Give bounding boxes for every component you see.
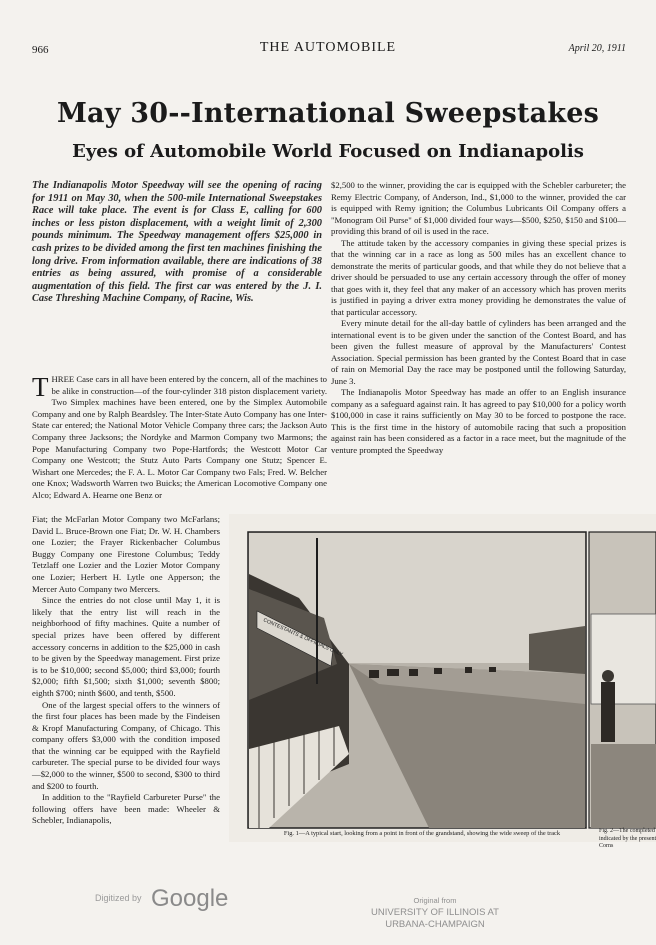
left-column-intro — [32, 374, 327, 502]
race-start-photo — [229, 514, 656, 842]
publication-name: THE AUTOMOBILE — [259, 40, 397, 55]
drop-cap: T — [32, 372, 49, 402]
figure-caption-2: Fig. 2—The completed indicated by the present Corns — [599, 828, 656, 849]
contestants-sign: CONTESTANTS & OFFICIALS ONLY — [262, 617, 344, 659]
photo-figure — [229, 514, 656, 854]
narrow-paragraph: In addition to the "Rayfield Carbureter Purse" the following offers have been made: Wheeler & Schebler, Indianapolis, — [32, 792, 220, 826]
lead-paragraph: The Indianapolis Motor Speedway will see the opening of racing for 1911 on May 30, when the 500-mile International Sweepstakes Race will take place. The event is for Class E, calling for 600 inches or less piston displacement, with a weight limit of 2,300 pounds minimum. The Speedway management offers $25,000 in cash prizes to be divided among the first ten machines finishing the long drive. From information available, there are indications of 38 entries as being assured, with promise of a considerable augmentation of this field. The first car was entered by the J. I. Case Threshing Machine Company, of Racine, Wis. — [32, 180, 322, 305]
intro-paragraph: HREE Case cars in all have been entered by the concern, all of the machines to be alike in construction—of the four-cylinder 318 piston displacement variety. Two Simplex machines have been entered, one by the Simplex Automobile Company and one by Ralph Beardsley. The Inter-State Auto Company has one Inter-State car entered; the National Motor Vehicle Company three cars; the Jackson Auto Company three Jacksons; the Nordyke and Marmon Company two Marmons; the Pope Manufacturing Company two Pope-Hartfords; the Westcott Motor Car Company one Westcott; the Stutz Auto Parts Company one Stutz; Spencer E. Wishart one Mercedes; the F. A. L. Motor Car Company two Fals; Fred. W. Belcher one Knox; Wadsworth Warren two Buicks; the American Locomotive Company one Alco; Edward A. Hearne one Benz or — [32, 374, 327, 500]
narrow-paragraph: Fiat; the McFarlan Motor Company two McFarlans; David L. Bruce-Brown one Fiat; Dr. W. H. Chambers one Lozier; the Frayer Rickenbacher Columbus Buggy Company one Firestone Columbus; Teddy Tetzlaff one Lozier and the Lozier Motor Company one Lozier; Herbert H. Lytle one Apperson; the Mercer Auto Company two Mercers. — [32, 514, 220, 594]
google-logo: Google — [151, 885, 229, 912]
photo-frame — [229, 514, 656, 842]
issue-date: April 20, 1911 — [568, 43, 626, 54]
article-title: May 30--International Sweepstakes — [56, 98, 600, 129]
narrow-column — [32, 514, 220, 827]
right-paragraph: $2,500 to the winner, providing the car is equipped with the Schebler carbureter; the Remy Electric Company, of Anderson, Ind., $1,000 to the winner, provided the car is equipped with Remy ignition; the Columbus Lubricants Oil Company offers a "Monogram Oil Purse" of $1,000 divided four ways—$500, $250, $150 and $100—providing this brand of oil is used in the race. — [331, 180, 626, 236]
library-attribution — [360, 895, 510, 931]
figure-caption-1: Fig. 1—A typical start, looking from a point in front of the grandstand, showing the wide sweep of the track — [283, 830, 561, 837]
narrow-paragraph: Since the entries do not close until May 1, it is likely that the entry list will reach in the neighborhood of fifty machines. Quite a number of special prizes have been offered by different accessory concerns in addition to the $25,000 in cash to be given by the Speedway management. First prize is to be $10,000; second $5,000; third $3,000; fourth $2,000; fifth $1,500; sixth $1,000; seventh $800; eighth $700; ninth $600, and tenth, $500. — [32, 595, 220, 698]
article-subtitle: Eyes of Automobile World Focused on Indianapolis — [72, 141, 584, 162]
page-number: 966 — [32, 44, 49, 56]
right-column — [331, 180, 626, 456]
library-name-line2: URBANA-CHAMPAIGN — [385, 919, 485, 930]
right-paragraph: Every minute detail for the all-day battle of cylinders has been arranged and the international event is to be given under the sanction of the Contest Board, and has been given the fullest measure of approval by the Manufacturers' Contest Association. Special permission has been granted by the Contest Board that in case of rain on Memorial Day the race may be postponed until the following Saturday, June 3. — [331, 318, 626, 386]
original-from-label: Original from — [413, 896, 457, 905]
digitized-by-label: Digitized by — [95, 893, 142, 903]
narrow-paragraph: One of the largest special offers to the winners of the first four places has been made by the Findeisen & Kropf Manufacturing Company, of Chicago. This company offers $3,000 with the condition imposed that the winning car be equipped with the Rayfield carbureter. The special purse to be divided four ways—$2,000 to the winner, $500 to second, $300 to third and $200 to fourth. — [32, 699, 220, 791]
right-paragraph: The attitude taken by the accessory companies in giving these special prizes is that the winning car in a race as long as 500 miles has an excellent chance to demonstrate the merits of particular goods, and that while they do not believe that a driver should be persuaded to use any certain accessory through the offer of money that goes with it, they feel that any maker of an accessory which has proven merits is justified in paying a driver extra money providing he demonstrates the value of that particular accessory. — [331, 237, 626, 317]
library-name-line1: UNIVERSITY OF ILLINOIS AT — [371, 907, 499, 918]
right-paragraph: The Indianapolis Motor Speedway has made an offer to an English insurance company as a safeguard against rain. It has agreed to pay $10,000 for a policy worth $100,000 in case it rains sufficiently on May 30 to be forced to postpone the race. This is the first time in the history of automobile racing that such a proposition against rain has been considered as a factor in a race meet, but the magnitude of the venture prompted the Speedway — [331, 387, 626, 455]
